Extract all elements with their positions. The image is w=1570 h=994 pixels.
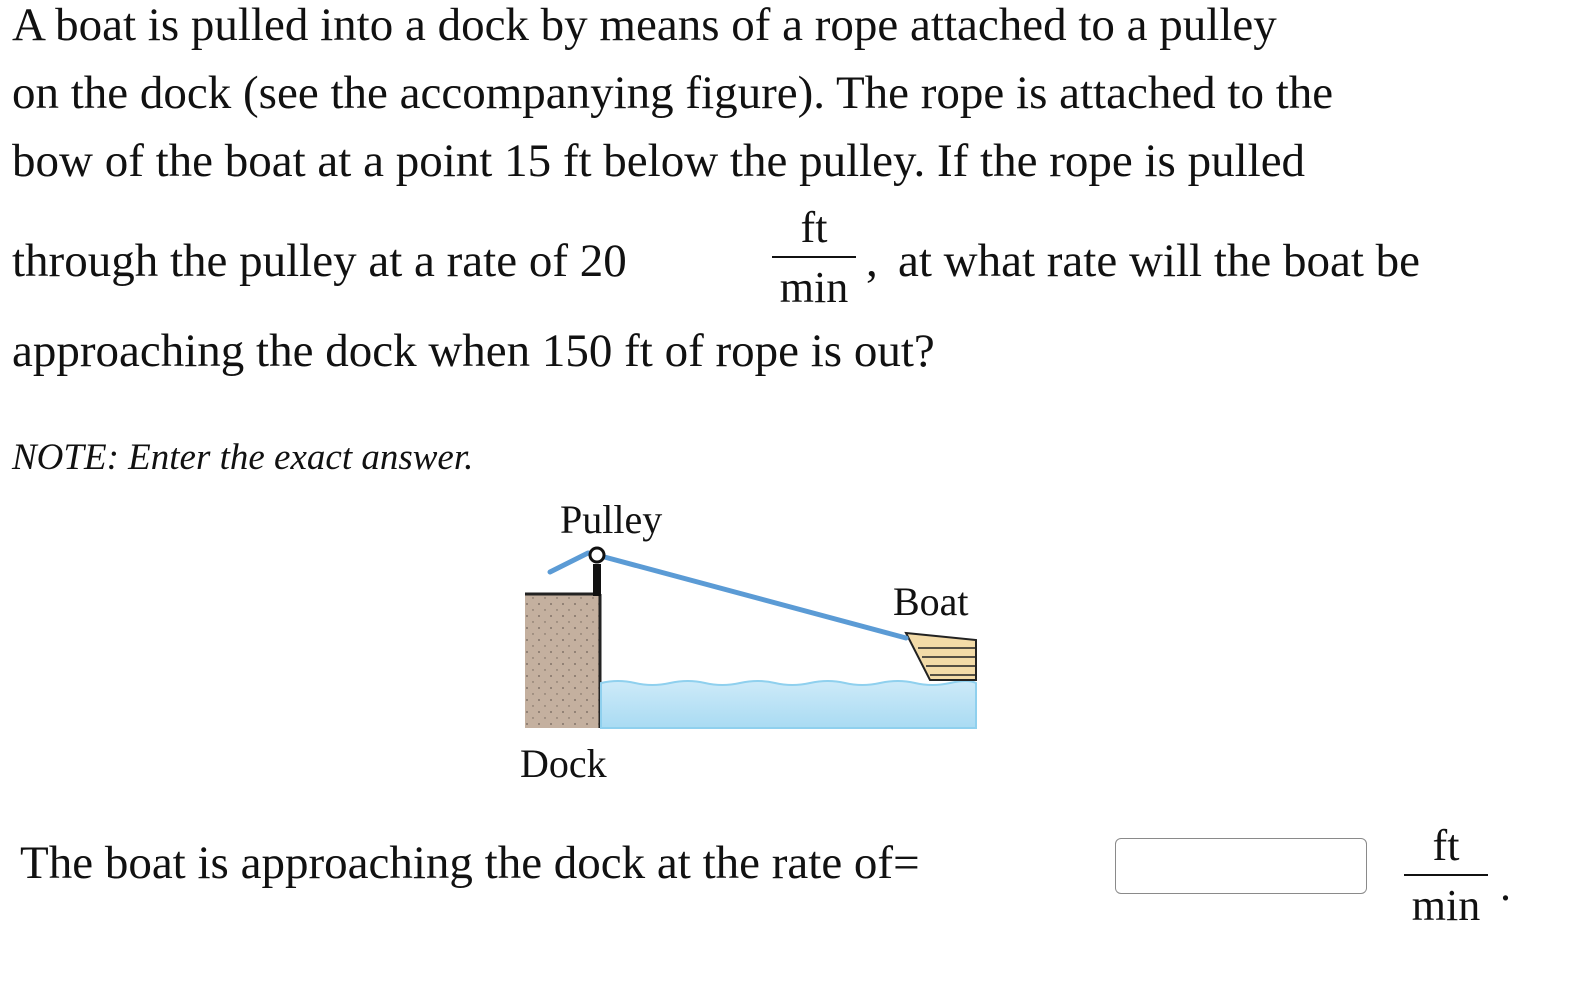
rate-unit-fraction bbox=[772, 203, 856, 312]
problem-line-4-after: at what rate will the boat be bbox=[898, 235, 1421, 287]
problem-line-2: on the dock (see the accompanying figure). The rope is attached to the bbox=[12, 67, 1334, 119]
answer-unit-denominator: min bbox=[1411, 881, 1481, 930]
problem-line-3: bow of the boat at a point 15 ft below the pulley. If the rope is pulled bbox=[12, 135, 1306, 187]
answer-prompt: The boat is approaching the dock at the rate of= bbox=[20, 837, 920, 889]
boat-label: Boat bbox=[893, 579, 969, 624]
fraction-bar bbox=[772, 256, 856, 258]
answer-unit-numerator: ft bbox=[1432, 821, 1460, 870]
pulley-wheel bbox=[590, 548, 604, 562]
pulley-post bbox=[593, 564, 601, 596]
problem-line-1: A boat is pulled into a dock by means of a rope attached to a pulley bbox=[12, 0, 1277, 51]
answer-unit-fraction bbox=[1404, 821, 1488, 930]
fraction-bar bbox=[1404, 874, 1488, 876]
rope bbox=[550, 553, 906, 638]
rate-unit-denominator: min bbox=[779, 263, 849, 312]
problem-line-4-before: through the pulley at a rate of 20 bbox=[12, 235, 627, 287]
answer-input[interactable] bbox=[1115, 838, 1367, 894]
note-text: NOTE: Enter the exact answer. bbox=[12, 437, 474, 478]
pulley-label: Pulley bbox=[560, 497, 663, 542]
answer-period: . bbox=[1500, 861, 1511, 910]
dock-label: Dock bbox=[520, 741, 607, 786]
dock-block bbox=[525, 594, 600, 728]
water bbox=[601, 681, 976, 728]
rate-unit-numerator: ft bbox=[800, 203, 828, 252]
dock-pulley-figure bbox=[500, 540, 990, 740]
problem-line-4-comma: , bbox=[866, 235, 878, 287]
problem-line-5: approaching the dock when 150 ft of rope is out? bbox=[12, 325, 935, 377]
